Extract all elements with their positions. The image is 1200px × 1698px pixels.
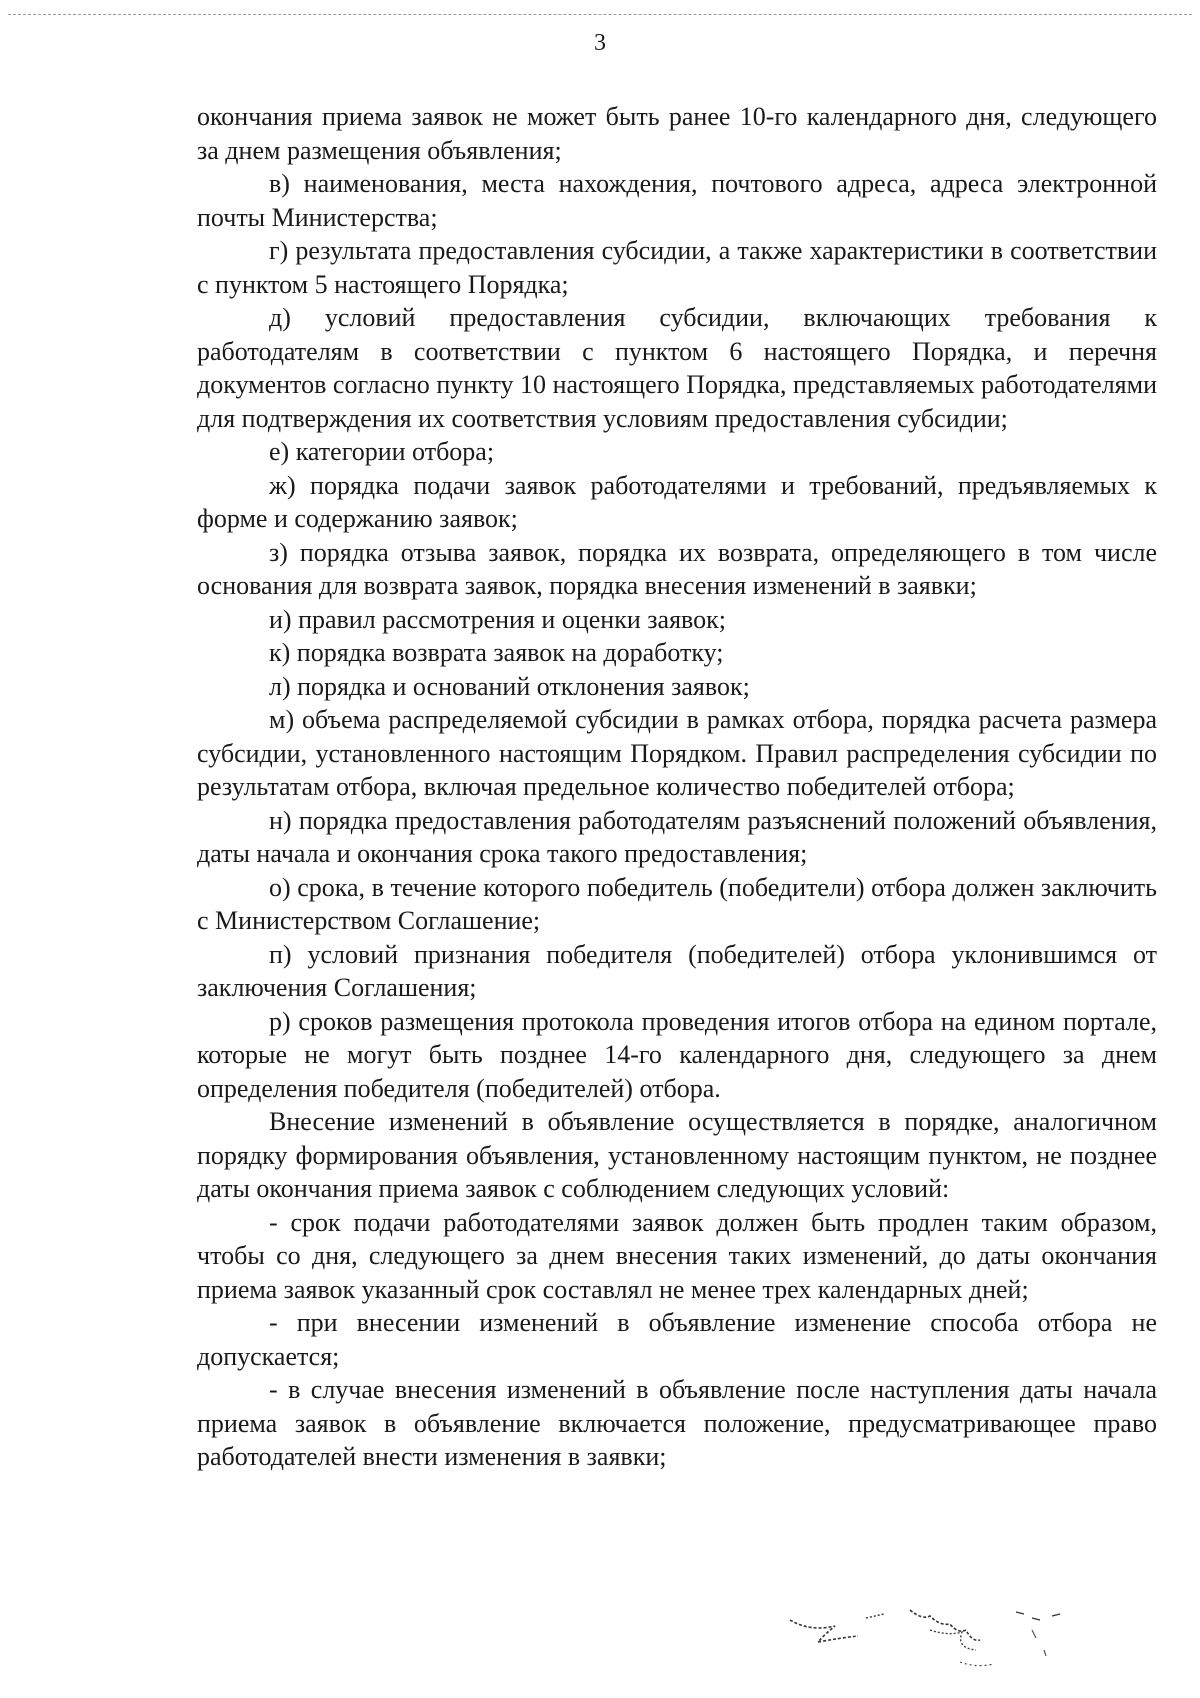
paragraph: - в случае внесения изменений в объявление после наступления даты начала приема заявок в объявление включается положение, предусматривающее право работодателей внести изменения в заявки;: [197, 1375, 1157, 1471]
paragraph: л) порядка и оснований отклонения заявок;: [269, 671, 750, 701]
handwritten-signature: [780, 1590, 1110, 1680]
paragraph: м) объема распределяемой субсидии в рамках отбора, порядка расчета размера субсидии, установленного настоящим Порядком. Правил распределения субсидии по результатам отбора, включая предельное количество победителей отбора;: [197, 705, 1157, 801]
paragraph: Внесение изменений в объявление осуществляется в порядке, аналогичном порядку формирования объявления, установленному настоящим пунктом, не позднее даты окончания приема заявок с соблюдением следующих условий:: [197, 1107, 1157, 1203]
document-body: [197, 100, 1157, 1474]
paragraph: е) категории отбора;: [269, 437, 495, 466]
paragraph: - срок подачи работодателями заявок должен быть продлен таким образом, чтобы со дня, следующего за днем внесения таких изменений, до даты окончания приема заявок указанный срок составлял не менее трех календарных дней;: [197, 1207, 1157, 1304]
paragraph: п) условий признания победителя (победителей) отбора уклонившимся от заключения Соглашения;: [197, 939, 1157, 1002]
paragraph: окончания приема заявок не может быть ранее 10-го календарного дня, следующего за днем размещения объявления;: [197, 102, 1157, 165]
paragraph: д) условий предоставления субсидии, включающих требования к работодателям в соответствии с пунктом 6 настоящего Порядка, и перечня документов согласно пункту 10 настоящего Порядка, представляемых работодателями для подтверждения их соответствия условиям предоставления субсидии;: [197, 303, 1157, 433]
paragraph: - при внесении изменений в объявление изменение способа отбора не допускается;: [197, 1308, 1157, 1371]
paragraph: и) правил рассмотрения и оценки заявок;: [269, 604, 726, 634]
paragraph: в) наименования, места нахождения, почтового адреса, адреса электронной почты Министерства;: [197, 169, 1157, 232]
paragraph: р) сроков размещения протокола проведения итогов отбора на едином портале, которые не могут быть позднее 14-го календарного дня, следующего за днем определения победителя (победителей) отбора.: [197, 1006, 1157, 1103]
paragraph: к) порядка возврата заявок на доработку;: [269, 638, 724, 667]
paragraph: н) порядка предоставления работодателям разъяснений положений объявления, даты начала и окончания срока такого предоставления;: [197, 805, 1157, 868]
scan-edge-line: [8, 14, 1192, 15]
paragraph: г) результата предоставления субсидии, а также характеристики в соответствии с пунктом 5 настоящего Порядка;: [197, 236, 1157, 299]
paragraph: з) порядка отзыва заявок, порядка их возврата, определяющего в том числе основания для возврата заявок, порядка внесения изменений в заявки;: [197, 537, 1157, 600]
paragraph: ж) порядка подачи заявок работодателями и требований, предъявляемых к форме и содержанию заявок;: [197, 470, 1157, 533]
page-number: 3: [594, 30, 606, 56]
paragraph: о) срока, в течение которого победитель (победители) отбора должен заключить с Министерством Соглашение;: [197, 872, 1157, 935]
